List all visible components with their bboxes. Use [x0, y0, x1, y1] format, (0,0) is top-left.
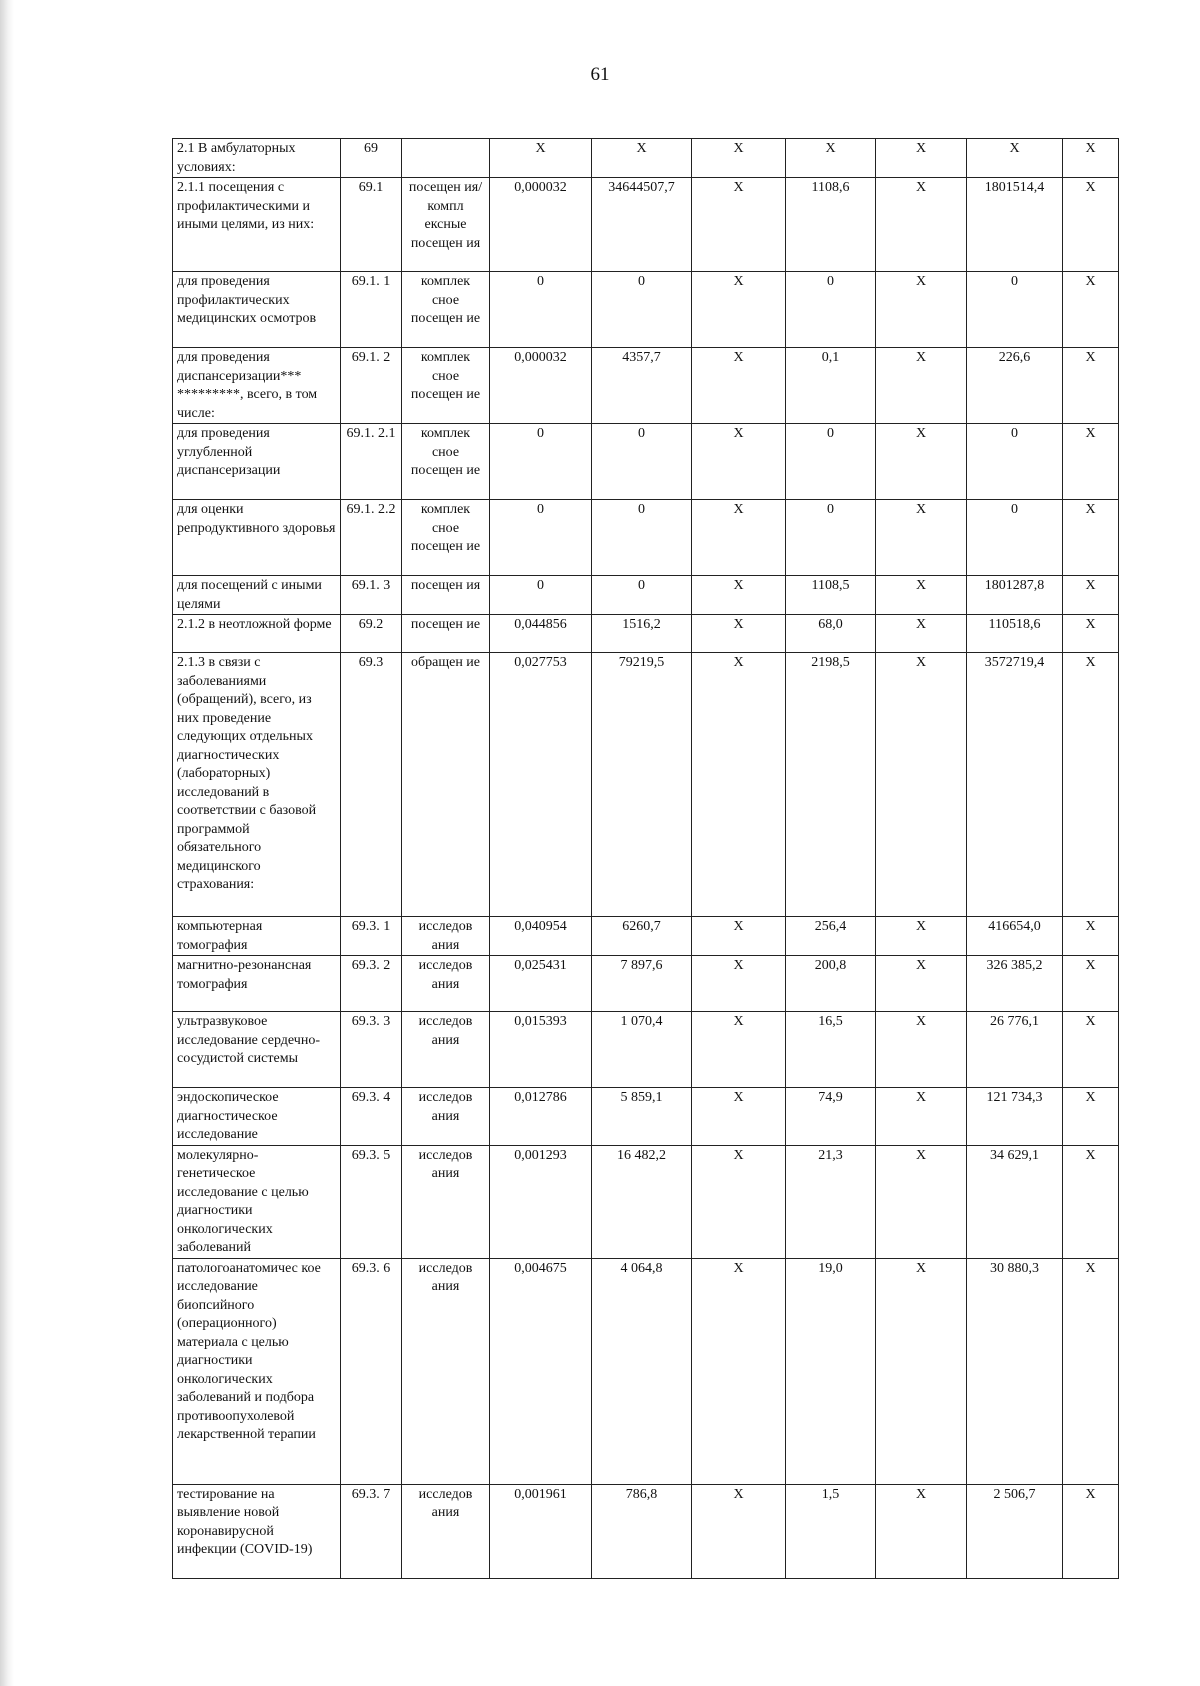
cell-col8: Х [876, 272, 967, 348]
cell-code: 69.1 [341, 178, 402, 272]
cell-col6: Х [692, 1258, 786, 1484]
cell-total: 30 880,3 [967, 1258, 1063, 1484]
cell-col8: Х [876, 424, 967, 500]
cell-per-capita: 0 [786, 424, 876, 500]
cell-code: 69.3. 1 [341, 917, 402, 956]
cell-per-capita: 16,5 [786, 1012, 876, 1088]
cell-unit: комплек сное посещен ие [402, 348, 490, 424]
cell-normative: 0 [490, 500, 592, 576]
cell-col6: Х [692, 576, 786, 615]
cell-col8: Х [876, 917, 967, 956]
cell-col10: Х [1063, 615, 1119, 653]
cell-cost: 5 859,1 [592, 1088, 692, 1146]
cell-normative: 0,000032 [490, 178, 592, 272]
cell-cost: 0 [592, 500, 692, 576]
cell-normative: 0,001961 [490, 1484, 592, 1578]
cell-total: 226,6 [967, 348, 1063, 424]
cell-unit: исследов ания [402, 1088, 490, 1146]
table-row [173, 653, 1119, 917]
cell-col6: Х [692, 424, 786, 500]
cell-normative: Х [490, 139, 592, 178]
cell-col6: Х [692, 1145, 786, 1258]
cell-name: для проведения углубленной диспансеризации [173, 424, 341, 500]
cell-normative: 0 [490, 424, 592, 500]
cell-total: 121 734,3 [967, 1088, 1063, 1146]
cell-col6: Х [692, 653, 786, 917]
cell-normative: 0,001293 [490, 1145, 592, 1258]
cell-name: для оценки репродуктивного здоровья [173, 500, 341, 576]
table-row [173, 272, 1119, 348]
cell-cost: 786,8 [592, 1484, 692, 1578]
cell-col8: Х [876, 1145, 967, 1258]
cell-col10: Х [1063, 1484, 1119, 1578]
cell-col6: Х [692, 272, 786, 348]
cell-total: 34 629,1 [967, 1145, 1063, 1258]
cell-cost: 6260,7 [592, 917, 692, 956]
cell-name: для проведения профилактических медицинских осмотров [173, 272, 341, 348]
cell-col8: Х [876, 615, 967, 653]
cell-code: 69.3. 3 [341, 1012, 402, 1088]
cell-code: 69.1. 2 [341, 348, 402, 424]
cell-col10: Х [1063, 576, 1119, 615]
cell-unit: комплек сное посещен ие [402, 500, 490, 576]
cell-code: 69.3. 6 [341, 1258, 402, 1484]
table-row [173, 615, 1119, 653]
cell-col10: Х [1063, 1088, 1119, 1146]
cell-normative: 0,044856 [490, 615, 592, 653]
cell-cost: 0 [592, 424, 692, 500]
cell-per-capita: 256,4 [786, 917, 876, 956]
cell-col10: Х [1063, 1258, 1119, 1484]
cell-code: 69.3. 2 [341, 956, 402, 1012]
cell-col8: Х [876, 348, 967, 424]
cell-unit: комплек сное посещен ие [402, 424, 490, 500]
cell-col6: Х [692, 139, 786, 178]
cell-unit: исследов ания [402, 956, 490, 1012]
cell-code: 69.1. 2.1 [341, 424, 402, 500]
cell-col8: Х [876, 956, 967, 1012]
cell-normative: 0 [490, 576, 592, 615]
cell-name: ультразвуковое исследование сердечно-сосудистой системы [173, 1012, 341, 1088]
cell-code: 69 [341, 139, 402, 178]
cell-name: компьютерная томография [173, 917, 341, 956]
cell-cost: 4357,7 [592, 348, 692, 424]
cell-cost: 34644507,7 [592, 178, 692, 272]
cell-cost: 4 064,8 [592, 1258, 692, 1484]
cell-cost: 16 482,2 [592, 1145, 692, 1258]
cell-col6: Х [692, 1088, 786, 1146]
cell-col10: Х [1063, 653, 1119, 917]
cell-per-capita: 1,5 [786, 1484, 876, 1578]
cell-unit: посещен ия/компл ексные посещен ия [402, 178, 490, 272]
cell-name: молекулярно-генетическое исследование с целью диагностики онкологических заболеваний [173, 1145, 341, 1258]
cell-col10: Х [1063, 1012, 1119, 1088]
cell-col10: Х [1063, 424, 1119, 500]
cell-per-capita: 21,3 [786, 1145, 876, 1258]
table-row [173, 500, 1119, 576]
cell-total: 326 385,2 [967, 956, 1063, 1012]
cell-per-capita: 19,0 [786, 1258, 876, 1484]
cell-unit: комплек сное посещен ие [402, 272, 490, 348]
cell-total: 416654,0 [967, 917, 1063, 956]
cell-col6: Х [692, 178, 786, 272]
table-row [173, 424, 1119, 500]
cell-per-capita: 0 [786, 500, 876, 576]
cell-col10: Х [1063, 139, 1119, 178]
cell-col6: Х [692, 917, 786, 956]
table-container [172, 138, 1119, 1579]
cell-cost: 1516,2 [592, 615, 692, 653]
cell-name: для проведения диспансеризации*** *********, всего, в том числе: [173, 348, 341, 424]
cell-normative: 0,000032 [490, 348, 592, 424]
table-row [173, 576, 1119, 615]
cell-unit: исследов ания [402, 1012, 490, 1088]
table-row [173, 1258, 1119, 1484]
cell-col6: Х [692, 1484, 786, 1578]
cell-normative: 0,015393 [490, 1012, 592, 1088]
cell-name: магнитно-резонансная томография [173, 956, 341, 1012]
cell-cost: Х [592, 139, 692, 178]
cell-per-capita: 1108,5 [786, 576, 876, 615]
cell-col8: Х [876, 653, 967, 917]
cell-col8: Х [876, 1484, 967, 1578]
cell-cost: 7 897,6 [592, 956, 692, 1012]
cell-name: 2.1.1 посещения с профилактическими и иными целями, из них: [173, 178, 341, 272]
cell-normative: 0,027753 [490, 653, 592, 917]
table-row [173, 348, 1119, 424]
cell-unit: обращен ие [402, 653, 490, 917]
cell-unit: исследов ания [402, 917, 490, 956]
cell-name: патологоанатомичес кое исследование биопсийного (операционного) материала с целью диагностики онкологических заболеваний и подбора противоопухолевой лекарственной терапии [173, 1258, 341, 1484]
cell-total: 1801287,8 [967, 576, 1063, 615]
cell-total: 0 [967, 272, 1063, 348]
table-row [173, 1088, 1119, 1146]
cell-col8: Х [876, 178, 967, 272]
cell-col10: Х [1063, 500, 1119, 576]
cell-cost: 0 [592, 272, 692, 348]
cell-total: 2 506,7 [967, 1484, 1063, 1578]
cell-code: 69.1. 1 [341, 272, 402, 348]
cell-col8: Х [876, 1258, 967, 1484]
cell-code: 69.3. 4 [341, 1088, 402, 1146]
cell-per-capita: 1108,6 [786, 178, 876, 272]
cell-total: 1801514,4 [967, 178, 1063, 272]
table-row [173, 1145, 1119, 1258]
cell-col8: Х [876, 139, 967, 178]
cell-name: 2.1 В амбулаторных условиях: [173, 139, 341, 178]
cell-col10: Х [1063, 348, 1119, 424]
cell-col8: Х [876, 1088, 967, 1146]
cell-code: 69.3. 7 [341, 1484, 402, 1578]
cell-code: 69.3 [341, 653, 402, 917]
cell-per-capita: 200,8 [786, 956, 876, 1012]
cell-col6: Х [692, 348, 786, 424]
cell-name: 2.1.2 в неотложной форме [173, 615, 341, 653]
cell-normative: 0,012786 [490, 1088, 592, 1146]
cell-cost: 79219,5 [592, 653, 692, 917]
cell-per-capita: 68,0 [786, 615, 876, 653]
cell-name: эндоскопическое диагностическое исследование [173, 1088, 341, 1146]
table-row [173, 1012, 1119, 1088]
cell-per-capita: Х [786, 139, 876, 178]
cell-total: 0 [967, 500, 1063, 576]
cell-unit: исследов ания [402, 1258, 490, 1484]
cell-normative: 0,025431 [490, 956, 592, 1012]
scan-edge-shadow [0, 0, 14, 1686]
cell-col10: Х [1063, 956, 1119, 1012]
cell-col8: Х [876, 576, 967, 615]
cell-code: 69.2 [341, 615, 402, 653]
table-row [173, 1484, 1119, 1578]
cell-normative: 0 [490, 272, 592, 348]
cell-col6: Х [692, 1012, 786, 1088]
cell-col8: Х [876, 500, 967, 576]
cell-cost: 0 [592, 576, 692, 615]
cell-per-capita: 2198,5 [786, 653, 876, 917]
cell-col8: Х [876, 1012, 967, 1088]
cell-unit: посещен ие [402, 615, 490, 653]
table-row [173, 178, 1119, 272]
cell-name: для посещений с иными целями [173, 576, 341, 615]
cell-total: 3572719,4 [967, 653, 1063, 917]
cell-per-capita: 0,1 [786, 348, 876, 424]
cell-name: тестирование на выявление новой коронавирусной инфекции (COVID-19) [173, 1484, 341, 1578]
data-table [172, 138, 1119, 1579]
cell-col6: Х [692, 956, 786, 1012]
table-row [173, 139, 1119, 178]
table-body [173, 139, 1119, 1579]
cell-unit: исследов ания [402, 1145, 490, 1258]
cell-per-capita: 74,9 [786, 1088, 876, 1146]
cell-unit [402, 139, 490, 178]
cell-col10: Х [1063, 1145, 1119, 1258]
cell-unit: исследов ания [402, 1484, 490, 1578]
cell-code: 69.3. 5 [341, 1145, 402, 1258]
cell-col6: Х [692, 500, 786, 576]
cell-col10: Х [1063, 917, 1119, 956]
table-row [173, 956, 1119, 1012]
cell-total: 110518,6 [967, 615, 1063, 653]
cell-name: 2.1.3 в связи с заболеваниями (обращений), всего, из них проведение следующих отдельных диагностических (лабораторных) исследований в соответствии с базовой программой обязательного медицинского страхования: [173, 653, 341, 917]
cell-total: Х [967, 139, 1063, 178]
cell-normative: 0,004675 [490, 1258, 592, 1484]
cell-normative: 0,040954 [490, 917, 592, 956]
cell-unit: посещен ия [402, 576, 490, 615]
cell-total: 26 776,1 [967, 1012, 1063, 1088]
page-number: 61 [590, 64, 610, 85]
table-row [173, 917, 1119, 956]
cell-col10: Х [1063, 178, 1119, 272]
cell-code: 69.1. 2.2 [341, 500, 402, 576]
cell-code: 69.1. 3 [341, 576, 402, 615]
cell-cost: 1 070,4 [592, 1012, 692, 1088]
cell-total: 0 [967, 424, 1063, 500]
cell-per-capita: 0 [786, 272, 876, 348]
cell-col10: Х [1063, 272, 1119, 348]
cell-col6: Х [692, 615, 786, 653]
